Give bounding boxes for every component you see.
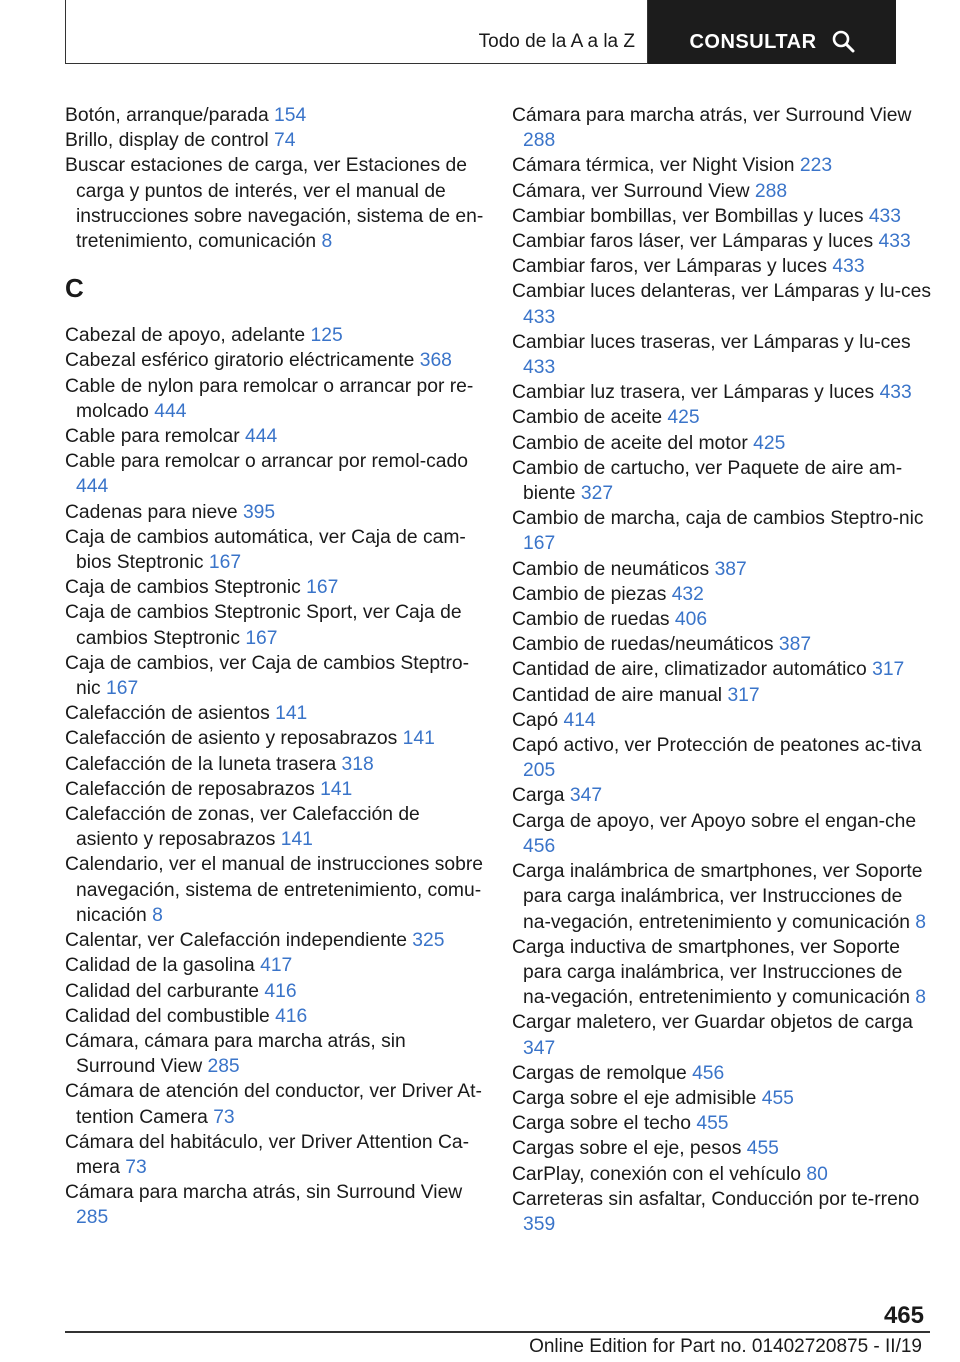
index-entry [65, 525, 485, 575]
page-link[interactable]: 387 [714, 558, 747, 580]
index-entry-text: Calidad del combustible [65, 1005, 270, 1027]
page-link[interactable]: 325 [412, 930, 445, 952]
index-entry [512, 1136, 932, 1161]
index-entry-text: Cargas sobre el eje, pesos [512, 1138, 742, 1160]
index-entry [65, 575, 485, 600]
index-entry-text: Calentar, ver Calefacción independiente [65, 930, 407, 952]
page-link[interactable]: 167 [523, 533, 556, 555]
page-link[interactable]: 416 [264, 980, 297, 1002]
index-entry [65, 802, 485, 852]
index-entry-text: Cambio de aceite del motor [512, 432, 748, 454]
page-link[interactable]: 433 [523, 306, 556, 328]
page-link[interactable]: 347 [569, 785, 603, 807]
index-entry-text: Carga inalámbrica de smartphones, ver Soporte para carga inalámbrica, ver Instrucciones de na-vegación, entretenimiento y comunicación [512, 861, 923, 933]
index-entry [512, 330, 932, 380]
page-link[interactable]: 433 [878, 231, 911, 253]
index-entry [65, 979, 485, 1004]
page-link[interactable]: 141 [275, 703, 308, 725]
index-entry [65, 701, 485, 726]
index-entry-text: Capó activo, ver Protección de peatones ac-tiva [512, 735, 922, 757]
index-entry-text: Cámara de atención del conductor, ver Driver At-tention Camera [65, 1081, 482, 1128]
index-entry [512, 657, 932, 682]
index-entry-text: Calefacción de zonas, ver Calefacción de asiento y reposabrazos [65, 804, 420, 851]
page-link[interactable]: 223 [799, 155, 833, 177]
index-entry-text: Cambio de aceite [512, 407, 663, 429]
section-letter: C [65, 273, 84, 304]
index-entry [512, 153, 932, 178]
index-entry-text: Cabezal de apoyo, adelante [65, 325, 306, 347]
index-entry-text: Carga de apoyo, ver Apoyo sobre el engan-che [512, 810, 917, 832]
page-link[interactable]: 444 [76, 476, 109, 498]
index-entry-text: Calefacción de asientos [65, 703, 270, 725]
page-link[interactable]: 327 [580, 483, 614, 505]
index-entry-text: Carga [512, 785, 565, 807]
index-entry-text: CarPlay, conexión con el vehículo [512, 1163, 802, 1185]
index-entry-text: Cantidad de aire manual [512, 684, 723, 706]
page-link[interactable]: 387 [778, 634, 812, 656]
index-entry [512, 1162, 932, 1187]
index-entry-text: Cambio de neumáticos [512, 558, 710, 580]
index-entry [512, 103, 932, 153]
index-entry-text: Cadenas para nieve [65, 501, 238, 523]
index-entry-text: Cambiar bombillas, ver Bombillas y luces [512, 205, 864, 227]
index-entry [512, 405, 932, 430]
consult-label: CONSULTAR [689, 31, 817, 53]
index-entry [65, 103, 485, 128]
page-link[interactable]: 288 [523, 130, 556, 152]
index-entry-text: Cámara, ver Surround View [512, 180, 750, 202]
index-entry-text: Caja de cambios automática, ver Caja de cam-bios Steptronic [65, 526, 466, 574]
page-link[interactable]: 359 [523, 1213, 556, 1235]
page-link[interactable]: 288 [754, 180, 788, 202]
index-entry [65, 852, 485, 928]
page-header [65, 0, 896, 64]
index-entry-text: Cambio de piezas [512, 583, 667, 605]
index-entry [512, 708, 932, 733]
index-entry [512, 582, 932, 607]
index-entry-text: Capó [512, 709, 559, 731]
index-entry [65, 153, 485, 254]
page-link[interactable]: 80 [806, 1163, 828, 1185]
index-entry [512, 1010, 932, 1060]
page-link[interactable]: 141 [320, 778, 353, 800]
index-entry [512, 683, 932, 708]
page-link[interactable]: 125 [310, 325, 343, 347]
index-entry [65, 726, 485, 751]
index-entry [65, 752, 485, 777]
index-entry-text: Calefacción de la luneta trasera [65, 753, 337, 775]
page-link[interactable]: 8 [915, 911, 927, 933]
page-link[interactable]: 73 [125, 1156, 147, 1178]
index-entry [512, 733, 932, 783]
page-link[interactable]: 425 [667, 407, 700, 429]
page-link[interactable]: 74 [273, 130, 296, 152]
page-link[interactable]: 167 [208, 552, 242, 574]
page-link[interactable]: 167 [245, 627, 278, 649]
index-entry [512, 607, 932, 632]
page-number: 465 [883, 1302, 924, 1329]
page-link[interactable]: 141 [402, 728, 435, 750]
index-entry-text: Cámara para marcha atrás, ver Surround View [512, 105, 912, 126]
page-link[interactable]: 433 [523, 357, 556, 379]
index-entry [65, 1130, 485, 1180]
page-link[interactable]: 417 [260, 955, 293, 977]
index-entry-text: Calidad del carburante [65, 980, 260, 1002]
index-entry [512, 506, 932, 556]
page-link[interactable]: 73 [213, 1106, 235, 1128]
index-entry [65, 500, 485, 525]
consult-button[interactable] [648, 0, 896, 64]
index-entry-text: Cambiar luces traseras, ver Lámparas y lu-ces [512, 331, 911, 353]
index-entry [65, 1004, 485, 1029]
index-entry [512, 254, 932, 279]
page-link[interactable]: 456 [523, 835, 556, 857]
index-entry-text: Caja de cambios Steptronic Sport, ver Caja de cambios Steptronic [65, 602, 462, 649]
index-entry [65, 651, 485, 701]
page-link[interactable]: 444 [245, 426, 278, 448]
page-link[interactable]: 456 [692, 1062, 725, 1084]
index-entry-text: Caja de cambios, ver Caja de cambios Steptro-nic [65, 652, 470, 700]
index-entry-text: Calendario, ver el manual de instrucciones sobre navegación, sistema de entretenimiento, comu-nicación [65, 854, 483, 926]
page-link[interactable]: 444 [154, 400, 187, 422]
index-entry [512, 456, 932, 506]
index-entry-text: Cámara térmica, ver Night Vision [512, 155, 795, 177]
page-link[interactable]: 8 [321, 231, 333, 253]
page-link[interactable]: 285 [76, 1207, 109, 1229]
index-entry-text: Cambiar luz trasera, ver Lámparas y luces [512, 382, 875, 404]
page-link[interactable]: 455 [746, 1138, 779, 1160]
page-link[interactable]: 414 [563, 709, 596, 731]
index-entry-text: Cambio de ruedas [512, 609, 670, 631]
page-link[interactable]: 167 [306, 577, 339, 599]
index-entry [65, 323, 485, 348]
page-link[interactable]: 8 [152, 904, 163, 926]
index-entry [512, 179, 932, 204]
index-entry [512, 1187, 932, 1237]
index-entry-text: Caja de cambios Steptronic [65, 577, 301, 599]
index-entry [512, 431, 932, 456]
index-entry-text: Cable de nylon para remolcar o arrancar por re-molcado [65, 375, 474, 422]
page-link[interactable]: 205 [523, 760, 556, 782]
index-entry-text: Carga sobre el techo [512, 1113, 691, 1135]
index-entry [512, 557, 932, 582]
index-entry [512, 1061, 932, 1086]
index-column-right [512, 103, 932, 1237]
index-entry-text: Cable para remolcar [65, 426, 240, 448]
index-entry-text: Cambiar faros láser, ver Lámparas y luces [512, 231, 874, 253]
index-entry-text: Calefacción de asiento y reposabrazos [65, 728, 398, 750]
index-entry-text: Carreteras sin asfaltar, Conducción por te-rreno [512, 1188, 920, 1210]
page-link[interactable]: 317 [872, 659, 905, 681]
index-entry-text: Cambiar luces delanteras, ver Lámparas y lu-ces [512, 281, 932, 303]
page-link[interactable]: 433 [868, 205, 901, 227]
page-link[interactable]: 406 [674, 609, 708, 631]
page-link[interactable]: 455 [696, 1113, 729, 1135]
index-entry [512, 1086, 932, 1111]
page-link[interactable]: 368 [419, 350, 452, 372]
index-entry-text: Cambio de ruedas/neumáticos [512, 634, 774, 656]
index-entry [65, 424, 485, 449]
index-entry-text: Cambio de marcha, caja de cambios Steptro-nic [512, 508, 924, 530]
page-link[interactable]: 425 [753, 432, 786, 454]
index-entry [512, 809, 932, 859]
tab-index-a-z[interactable] [65, 0, 648, 64]
tab-index-label: Todo de la A a la Z [478, 31, 635, 52]
page-link[interactable]: 455 [761, 1087, 794, 1109]
index-entry-text: Carga inductiva de smartphones, ver Soporte para carga inalámbrica, ver Instrucciones de na-vegación, entretenimiento y comunicación [512, 936, 910, 1009]
page-link[interactable]: 347 [523, 1037, 556, 1059]
index-entry [65, 128, 485, 153]
index-entry [512, 229, 932, 254]
index-entry [65, 348, 485, 373]
index-entry [65, 1029, 485, 1079]
page-link[interactable]: 433 [879, 382, 912, 404]
index-entry-text: Cargas de remolque [512, 1062, 687, 1084]
search-icon [831, 29, 855, 53]
index-entry-text: Cable para remolcar o arrancar por remol-cado [65, 451, 468, 473]
index-entry [65, 1079, 485, 1129]
page-link[interactable]: 416 [275, 1005, 308, 1027]
index-entry [512, 1111, 932, 1136]
index-entry [512, 859, 932, 935]
index-entry-text: Botón, arranque/parada [65, 105, 269, 126]
index-entry [65, 928, 485, 953]
page-link[interactable]: 167 [106, 678, 139, 700]
index-entry [65, 1180, 485, 1230]
index-entry-text: Calefacción de reposabrazos [65, 778, 315, 800]
index-entry [65, 953, 485, 978]
index-entry-text: Cantidad de aire, climatizador automático [512, 659, 867, 681]
page-link[interactable]: 432 [671, 583, 704, 605]
index-entry [512, 279, 932, 329]
page-link[interactable]: 317 [727, 684, 760, 706]
index-entry [512, 632, 932, 657]
page-link[interactable]: 154 [274, 105, 307, 126]
index-entry [512, 380, 932, 405]
index-entry-text: Calidad de la gasolina [65, 955, 255, 977]
page-link[interactable]: 433 [832, 256, 865, 278]
index-entry-text: Buscar estaciones de carga, ver Estaciones de carga y puntos de interés, ver el manual de instrucciones sobre navegación, sistema de en-tretenimiento, comunicación [65, 155, 484, 253]
index-entry-text: Cambio de cartucho, ver Paquete de aire am-biente [512, 457, 903, 505]
page-link[interactable]: 318 [341, 753, 374, 775]
index-entry [512, 935, 932, 1011]
index-entry-text: Cámara, cámara para marcha atrás, sin Surround View [65, 1030, 406, 1078]
index-entry-text: Carga sobre el eje admisible [512, 1087, 757, 1109]
index-entry-text: Cargar maletero, ver Guardar objetos de carga [512, 1012, 913, 1034]
index-entry [65, 600, 485, 650]
index-entry-text: Brillo, display de control [65, 130, 269, 152]
page-link[interactable]: 141 [280, 829, 313, 851]
index-entry-text: Cambiar faros, ver Lámparas y luces [512, 256, 828, 278]
page-link[interactable]: 395 [242, 501, 276, 523]
index-entry [65, 449, 485, 499]
footer-edition: Online Edition for Part no. 01402720875 - II/19 [529, 1336, 922, 1357]
index-entry [512, 783, 932, 808]
footer-divider [65, 1331, 930, 1333]
page-link[interactable]: 285 [207, 1056, 240, 1078]
page-link[interactable]: 8 [915, 987, 927, 1009]
index-entry [65, 777, 485, 802]
index-entry-text: Cabezal esférico giratorio eléctricamente [65, 350, 415, 372]
index-entry [512, 204, 932, 229]
index-column-left [65, 103, 485, 1231]
index-entry [65, 374, 485, 424]
index-entry-text: Cámara del habitáculo, ver Driver Attention Ca-mera [65, 1131, 470, 1178]
index-entry-text: Cámara para marcha atrás, sin Surround View [65, 1182, 463, 1204]
